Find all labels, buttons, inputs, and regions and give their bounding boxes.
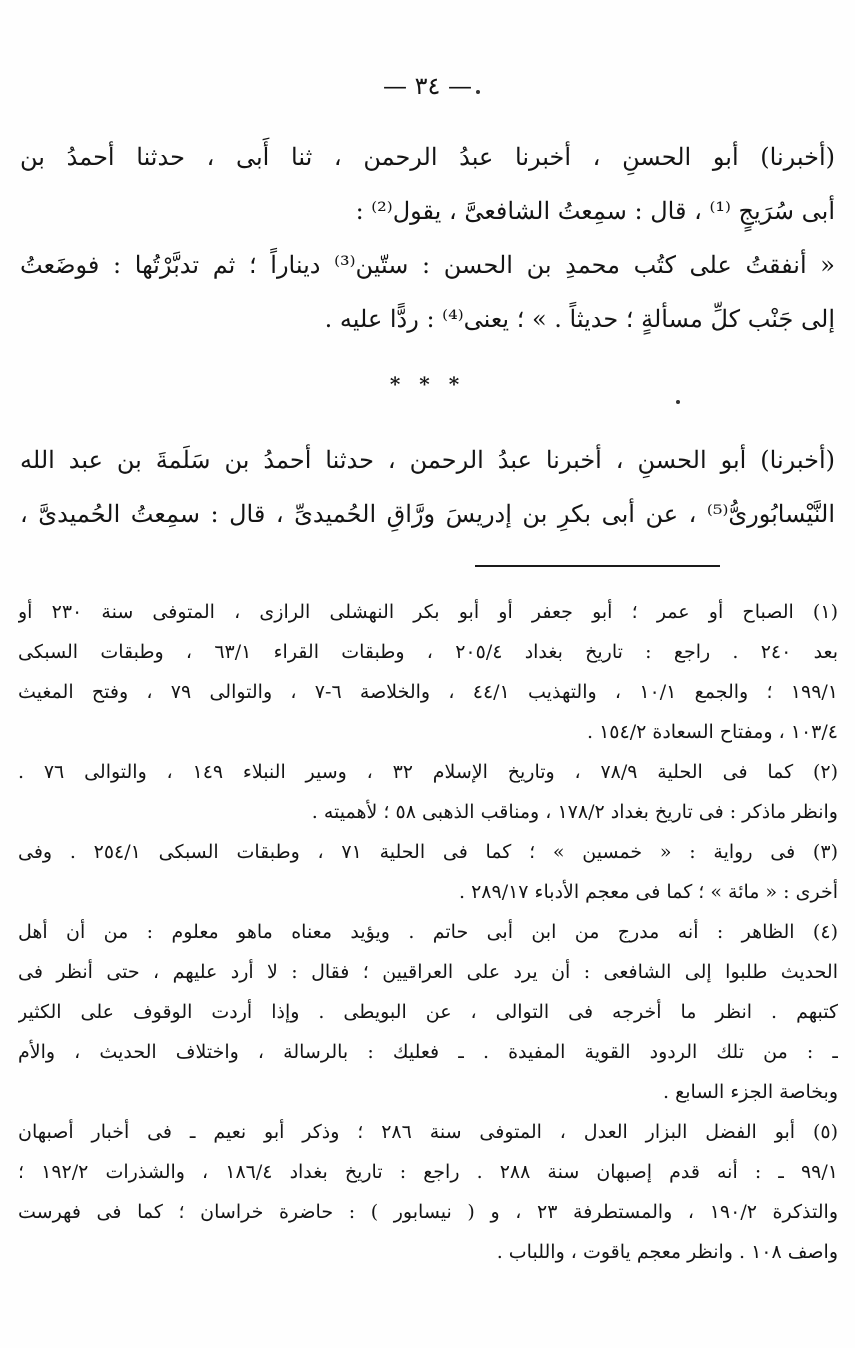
- footnote-line: أخرى : « مائة » ؛ كما فى معجم الأدباء ٢٨٩/١٧ .: [458, 881, 838, 903]
- print-speck: [476, 90, 480, 94]
- section-1-text: [20, 130, 835, 346]
- footnote-line: وبخاصة الجزء السابع .: [663, 1081, 838, 1103]
- footnote-line: (٢) كما فى الحلية ٧٨/٩ ، وتاريخ الإسلام ٣٢ ، وسير النبلاء ١٤٩ ، والتوالى ٧٦ .: [18, 761, 838, 783]
- footnote-line: كتبهم . انظر ما أخرجه فى التوالى ، عن البويطى . وإذا أردت الوقوف على الكثير: [18, 1001, 838, 1023]
- text-line: النَّيْسابُورىُّ⁽⁵⁾ ، عن أبى بكرِ بن إدريسَ ورَّاقِ الحُميدىِّ ، قال : سمِعتُ الحُميدىَّ ،: [20, 500, 835, 528]
- footnote-line: ١٩٩/١ ؛ والجمع ١٠/١ ، والتهذيب ٤٤/١ ، والخلاصة ٦-٧ ، والتوالى ٧٩ ، وفتح المغيث: [18, 681, 838, 703]
- footnote-line: ٩٩/١ ـ : أنه قدم إصبهان سنة ٢٨٨ . راجع : تاريخ بغداد ١٨٦/٤ ، والشذرات ١٩٢/٢ ؛: [18, 1161, 838, 1183]
- section-separator: * * *: [389, 372, 466, 396]
- footnote-line: (٤) الظاهر : أنه مدرج من ابن أبى حاتم . ويؤيد معناه ماهو معلوم : من أن أهل: [18, 921, 838, 943]
- footnote-line: واصف ١٠٨ . وانظر معجم ياقوت ، واللباب .: [496, 1241, 838, 1263]
- text-line: (أخبرنا) أبو الحسنِ ، أخبرنا عبدُ الرحمن ، ثنا أَبى ، حدثنا أحمدُ بن: [20, 143, 835, 171]
- footnote-line: والتذكرة ١٩٠/٢ ، والمستطرفة ٢٣ ، و ( نيسابور ) : حاضرة خراسان ؛ كما فى فهرست: [18, 1201, 838, 1223]
- print-speck: [676, 400, 680, 404]
- text-line: « أنفقتُ على كتُب محمدِ بن الحسن : ستّين⁽³⁾ ديناراً ؛ ثم تدبَّرْتُها : فوضَعتُ: [20, 251, 835, 279]
- footnote-line: ١٠٣/٤ ، ومفتاح السعادة ١٥٤/٢ .: [587, 721, 838, 743]
- section-2-text: [20, 433, 835, 541]
- footnotes: [18, 592, 838, 1272]
- text-line: (أخبرنا) أبو الحسنِ ، أخبرنا عبدُ الرحمن ، حدثنا أحمدُ بن سَلَمةَ بن عبد الله: [20, 446, 835, 474]
- footnote-line: وانظر ماذكر : فى تاريخ بغداد ١٧٨/٢ ، ومناقب الذهبى ٥٨ ؛ لأهميته .: [311, 801, 838, 823]
- footnote-line: (١) الصباح أو عمر ؛ أبو جعفر أو أبو بكر النهشلى الرازى ، المتوفى سنة ٢٣٠ أو: [18, 601, 838, 623]
- page-number: — ٣٤ —: [382, 72, 473, 100]
- footnote-divider: [475, 565, 720, 567]
- footnote-line: الحديث طلبوا إلى الشافعى : أن يرد على العراقيين ؛ فقال : لا أرد عليهم ، حتى أنظر فى: [18, 961, 838, 983]
- footnote-line: (٥) أبو الفضل البزار العدل ، المتوفى سنة ٢٨٦ ؛ وذكر أبو نعيم ـ فى أخبار أصبهان: [18, 1121, 838, 1143]
- footnote-line: ـ : من تلك الردود القوية المفيدة . ـ فعليك : بالرسالة ، واختلاف الحديث ، والأم: [18, 1041, 838, 1063]
- text-line: إلى جَنْب كلِّ مسألةٍ ؛ حديثاً . » ؛ يعنى⁽⁴⁾ : ردًّا عليه .: [324, 305, 835, 333]
- footnote-line: بعد ٢٤٠ . راجع : تاريخ بغداد ٢٠٥/٤ ، وطبقات القراء ٦٣/١ ، وطبقات السبكى: [18, 641, 838, 663]
- footnote-line: (٣) فى رواية : « خمسين » ؛ كما فى الحلية ٧١ ، وطبقات السبكى ٢٥٤/١ . وفى: [18, 841, 838, 863]
- text-line: أبى سُرَيجٍ ⁽¹⁾ ، قال : سمِعتُ الشافعىَّ ، يقول⁽²⁾ :: [355, 197, 835, 225]
